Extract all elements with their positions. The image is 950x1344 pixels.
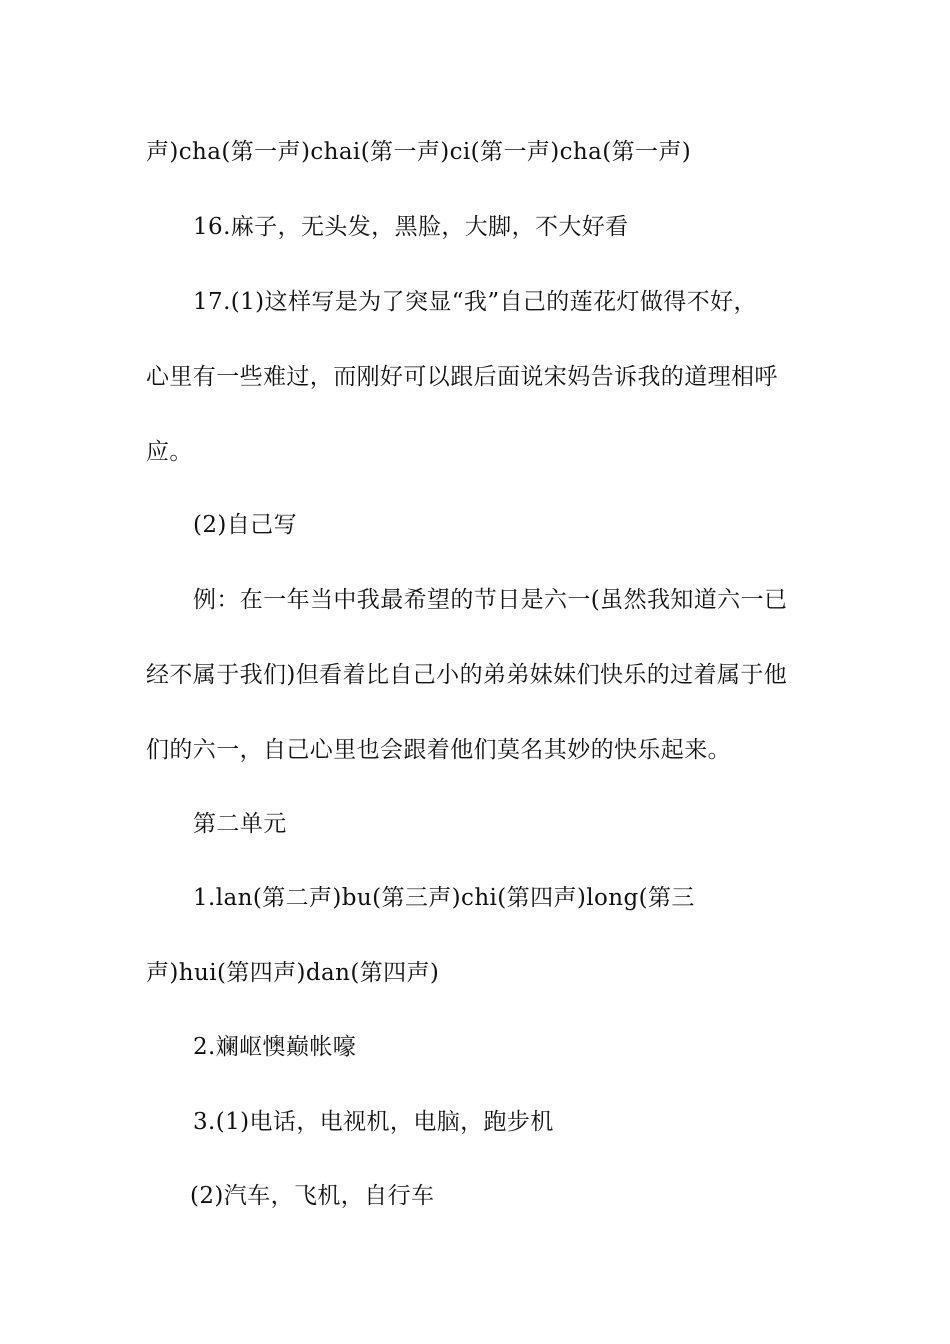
text-line: 声)cha(第一声)chai(第一声)ci(第一声)cha(第一声) bbox=[146, 139, 692, 165]
answer-3-part-2: (2)汽车，飞机，自行车 bbox=[190, 1183, 435, 1209]
answer-16: 16.麻子，无头发，黑脸，大脚，不大好看 bbox=[193, 214, 629, 240]
answer-17-part-2: (2)自己写 bbox=[193, 512, 297, 538]
text-line: 们的六一，自己心里也会跟着他们莫名其妙的快乐起来。 bbox=[146, 737, 731, 763]
example-paragraph: 例：在一年当中我最希望的节日是六一(虽然我知道六一已 bbox=[193, 587, 788, 613]
answer-17-part-1: 17.(1)这样写是为了突显“我”自己的莲花灯做得不好， bbox=[193, 289, 757, 315]
answer-1: 1.lan(第二声)bu(第三声)chi(第四声)long(第三 bbox=[193, 885, 695, 911]
text-line: 应。 bbox=[146, 439, 193, 465]
answer-3-part-1: 3.(1)电话，电视机，电脑，跑步机 bbox=[193, 1109, 554, 1135]
section-heading: 第二单元 bbox=[193, 811, 287, 837]
text-line: 声)hui(第四声)dan(第四声) bbox=[146, 960, 440, 986]
text-line: 经不属于我们)但看着比自己小的弟弟妹妹们快乐的过着属于他 bbox=[146, 662, 788, 688]
text-line: 心里有一些难过，而刚好可以跟后面说宋妈告诉我的道理相呼 bbox=[146, 364, 778, 390]
answer-2: 2.斓岖懊巅帐嚎 bbox=[193, 1034, 357, 1060]
